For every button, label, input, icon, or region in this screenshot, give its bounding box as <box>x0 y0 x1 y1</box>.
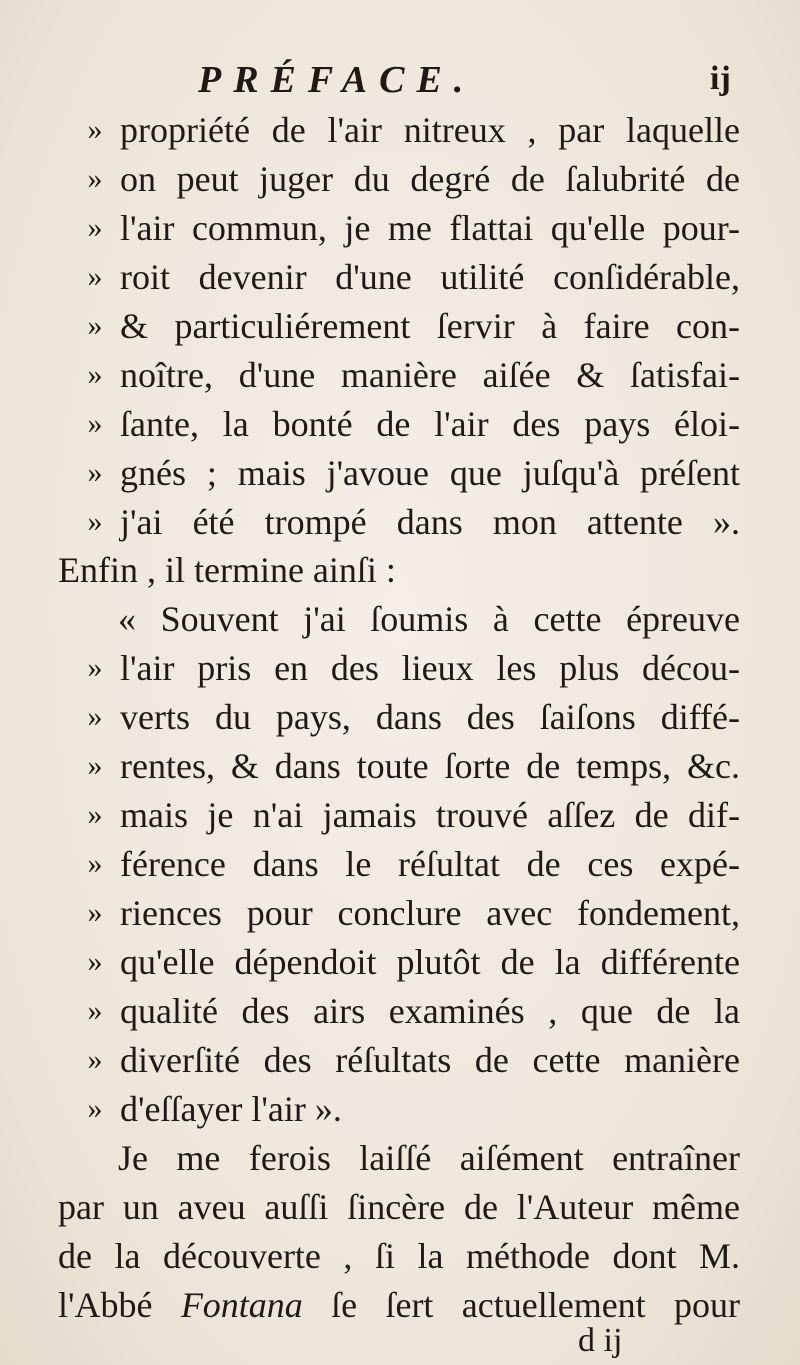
text-line <box>0 548 800 592</box>
text-line <box>0 451 800 495</box>
page-header <box>0 58 800 106</box>
line-text: gnés ; mais j'avoue que juſqu'à préſent <box>120 453 740 493</box>
text-line <box>0 108 800 152</box>
text-line <box>0 1283 800 1327</box>
guillemet: » <box>87 651 103 684</box>
text-line <box>0 353 800 397</box>
line-text: & particuliérement ſervir à faire con- <box>120 306 740 346</box>
line-text: on peut juger du degré de ſalubrité de <box>120 159 740 199</box>
line-text: rentes, & dans toute ſorte de temps, &c. <box>120 746 740 786</box>
line-text: noître, d'une manière aiſée & ſatisfai- <box>120 355 740 395</box>
text-line <box>0 402 800 446</box>
line-text: « Souvent j'ai ſoumis à cette épreuve <box>118 599 740 639</box>
guillemet: » <box>87 309 103 342</box>
signature-mark: d ij <box>578 1322 623 1359</box>
guillemet: » <box>87 456 103 489</box>
guillemet: » <box>87 211 103 244</box>
guillemet: » <box>87 1043 103 1076</box>
line-text: verts du pays, dans des ſaiſons diffé- <box>120 697 740 737</box>
line-text: propriété de l'air nitreux , par laquelle <box>120 110 740 150</box>
line-text: roit devenir d'une utilité conſidérable, <box>120 257 740 297</box>
line-text <box>58 1283 740 1327</box>
guillemet: » <box>87 749 103 782</box>
text-line <box>0 891 800 935</box>
text-line <box>0 842 800 886</box>
text-line <box>0 1136 800 1180</box>
line-text: qualité des airs examinés , que de la <box>120 991 740 1031</box>
text-line <box>0 304 800 348</box>
line-text: mais je n'ai jamais trouvé aſſez de dif- <box>120 795 740 835</box>
line-text: Enfin , il termine ainſi : <box>58 550 396 590</box>
line-text: d'eſſayer l'air ». <box>120 1089 342 1129</box>
text-line <box>0 744 800 788</box>
line-text: diverſité des réſultats de cette manière <box>120 1040 740 1080</box>
line-text: de la découverte , ſi la méthode dont M. <box>58 1236 740 1276</box>
guillemet: » <box>87 260 103 293</box>
line-text: ſante, la bonté de l'air des pays éloi- <box>120 404 740 444</box>
guillemet: » <box>87 994 103 1027</box>
guillemet: » <box>87 1092 103 1125</box>
line-text: férence dans le réſultat de ces expé- <box>120 844 740 884</box>
line-text-part: l'Abbé <box>58 1285 181 1325</box>
author-name-italic: Fontana <box>180 1285 303 1325</box>
guillemet: » <box>87 113 103 146</box>
text-line <box>0 646 800 690</box>
text-line <box>0 500 800 544</box>
text-line <box>0 1087 800 1131</box>
text-line <box>0 1185 800 1229</box>
guillemet: » <box>87 945 103 978</box>
line-text: qu'elle dépendoit plutôt de la différente <box>120 942 740 982</box>
guillemet: » <box>87 358 103 391</box>
text-line <box>0 989 800 1033</box>
guillemet: » <box>87 798 103 831</box>
text-line <box>0 597 800 641</box>
guillemet: » <box>87 162 103 195</box>
line-text: j'ai été trompé dans mon attente ». <box>120 502 740 542</box>
guillemet: » <box>87 847 103 880</box>
line-text: riences pour conclure avec fondement, <box>120 893 740 933</box>
running-head: PRÉFACE. <box>198 59 476 101</box>
folio: ij <box>710 60 731 97</box>
line-text: Je me ferois laiſſé aiſément entraîner <box>118 1138 740 1178</box>
text-line <box>0 1038 800 1082</box>
guillemet: » <box>87 407 103 440</box>
text-line <box>0 206 800 250</box>
text-line <box>0 695 800 739</box>
guillemet: » <box>87 896 103 929</box>
text-line <box>0 940 800 984</box>
line-text: l'air commun, je me flattai qu'elle pour- <box>120 208 740 248</box>
line-text-part: ſe ſert actuellement pour <box>302 1285 741 1325</box>
guillemet: » <box>87 505 103 538</box>
text-line <box>0 793 800 837</box>
text-line <box>0 157 800 201</box>
text-line <box>0 1234 800 1278</box>
line-text: par un aveu auſſi ſincère de l'Auteur même <box>58 1187 740 1227</box>
text-line <box>0 255 800 299</box>
guillemet: » <box>87 700 103 733</box>
line-text: l'air pris en des lieux les plus décou- <box>120 648 740 688</box>
